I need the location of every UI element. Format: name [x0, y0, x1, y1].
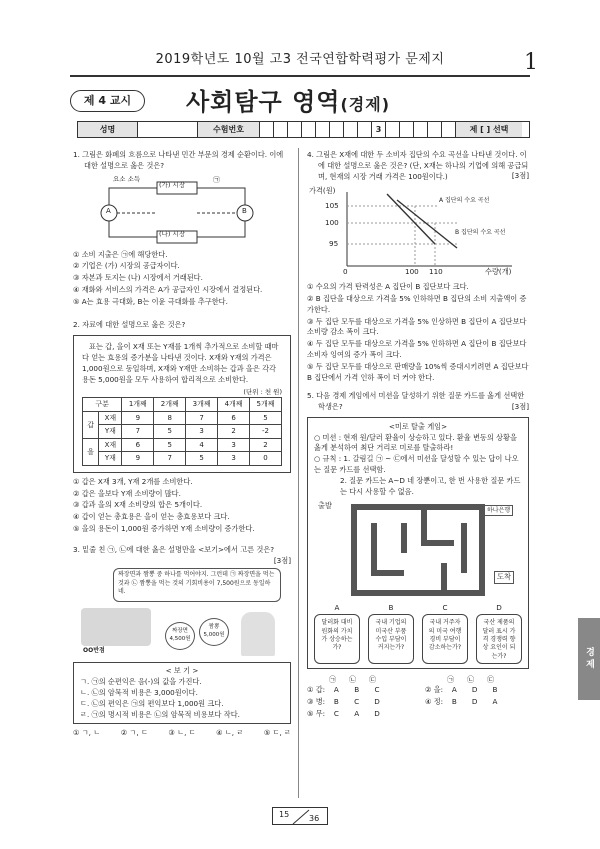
exam-no-box[interactable] [260, 122, 274, 137]
q4-option[interactable]: ③ 두 집단 모두를 대상으로 가격을 5% 인상하면 B 집단이 A 집단보다 소비량 감소 폭이 크다. [307, 316, 527, 337]
exam-no-box[interactable] [428, 122, 442, 137]
answer-val: A [333, 685, 339, 695]
table-row [83, 438, 282, 452]
q2-option[interactable]: ① 갑은 X재 3개, Y재 2개를 소비한다. [73, 476, 193, 486]
menu-jjamppong: 짬뽕 5,000원 [199, 618, 229, 646]
q3-illustration [73, 568, 291, 658]
answer-val: D [374, 709, 380, 719]
speech-bubble: 짜장면과 짬뽕 중 하나를 먹어야지. 그런데 ㉠ 짜장면을 먹는 것과 ㉡ 짬뽕을 먹는 것의 기회비용이 7,500원으로 동일하네. [113, 568, 281, 602]
q3-answers [73, 728, 291, 739]
card-label: A [334, 603, 340, 613]
exam-no-box[interactable] [302, 122, 316, 137]
question-card[interactable]: 국내 거주자의 미국 여행 경비 부담이 감소하는가? [422, 614, 468, 664]
q1-option[interactable]: ③ 자본과 토지는 (나) 시장에서 거래된다. [73, 273, 203, 283]
table-cell: 8 [154, 411, 186, 425]
q2-title: 2. 자료에 대한 설명으로 옳은 것은? [73, 319, 186, 329]
q5-answer[interactable] [307, 685, 386, 696]
question-cards [314, 603, 522, 664]
exam-no-digit: 3 [372, 122, 386, 137]
answer-val: A [492, 697, 498, 707]
table-cell: 2 [218, 425, 250, 439]
left-column [73, 150, 291, 739]
exam-no-box[interactable] [386, 122, 400, 137]
table-cell: 4 [186, 438, 218, 452]
table-cell: 9 [122, 452, 154, 466]
game-title: <미로 탈출 게임> [388, 421, 448, 431]
table-good: Y재 [99, 425, 122, 439]
page-counter [272, 807, 328, 825]
table-header: 1개째 [122, 398, 154, 412]
exam-no-box[interactable] [400, 122, 414, 137]
answer-label: ② 을: [425, 685, 444, 695]
column-divider [298, 148, 299, 798]
q5-game-box [307, 417, 529, 669]
table-person: 을 [83, 438, 99, 465]
q5-answer[interactable] [425, 685, 504, 696]
game-rule: ○ 규칙 : 1. 갈림길 ㉠ ~ ㉢에서 미션을 달성할 수 있는 답이 나오는 질문 카드를 선택함. [314, 454, 519, 474]
q3-answer[interactable]: ⑤ ㄷ, ㄹ [263, 728, 291, 738]
table-cell: 5 [250, 411, 282, 425]
question-card[interactable]: 국산 제품의 달러 표시 가격 경쟁력 향상 요인이 되는가? [476, 614, 522, 664]
q2-box [73, 335, 291, 472]
period-badge: 제 4 교시 [70, 90, 145, 112]
q3-answer[interactable]: ② ㄱ, ㄷ [120, 728, 148, 738]
q1-title: 1. 그림은 화폐의 흐름으로 나타낸 민간 부문의 경제 순환이다. 이에 대한 설명으로 옳은 것은? [73, 150, 284, 170]
table-cell: 3 [218, 452, 250, 466]
answer-val: A [451, 685, 457, 695]
table-row [83, 411, 282, 425]
curve-a [387, 194, 435, 244]
maze-bank-label: 하나은행 [484, 505, 513, 516]
bogi-title: < 보 기 > [165, 666, 199, 676]
maze-exit-label: 도착 [494, 571, 514, 584]
table-header: 3개째 [186, 398, 218, 412]
q3-title [73, 545, 291, 556]
ans-header: ㉡ [349, 675, 357, 685]
total-pages: 36 [309, 814, 320, 823]
table-cell: 5 [186, 452, 218, 466]
name-field[interactable] [138, 122, 198, 137]
q2-option[interactable]: ② 갑은 을보다 Y재 소비량이 많다. [73, 488, 181, 498]
subject-name: 사회탐구 영역 [186, 88, 341, 116]
selection-label: 제 [ ] 선택 [456, 122, 522, 137]
card-column [476, 603, 522, 664]
bogi-item: ㄱ. ㉠의 순편익은 음(-)의 값을 가진다. [80, 677, 202, 687]
subject-side-tab: 경제 [578, 618, 600, 700]
table-header: 5개째 [250, 398, 282, 412]
table-cell: 3 [186, 425, 218, 439]
exam-no-box[interactable] [442, 122, 456, 137]
maze-drawing [344, 503, 494, 597]
answer-label: ④ 정: [425, 697, 444, 707]
ans-header: ㉢ [487, 675, 495, 685]
table-cell: 9 [122, 411, 154, 425]
game-rule: 2. 질문 카드는 A~D 네 장뿐이고, 한 번 사용한 질문 카드는 다시 사용할 수 없음. [340, 475, 521, 496]
answer-val: B [333, 697, 339, 707]
q5-answer[interactable] [307, 709, 386, 720]
bogi-item: ㄴ. ㉡의 암묵적 비용은 3,000원이다. [80, 687, 198, 697]
exam-no-box[interactable] [316, 122, 330, 137]
answer-label: ① 갑: [307, 685, 326, 695]
flow-arrow [197, 188, 245, 205]
exam-no-box[interactable] [274, 122, 288, 137]
table-row [83, 452, 282, 466]
q4-option[interactable]: ④ 두 집단 모두를 대상으로 가격을 5% 인하하면 A 집단이 B 집단보다 소비자 잉여의 증가 폭이 크다. [307, 339, 527, 359]
maze-start-label: 출발 [318, 501, 332, 511]
q2-option[interactable]: ④ 갑이 얻는 총효용은 을이 얻는 총효용보다 크다. [73, 512, 230, 522]
node-b-label: B [242, 206, 247, 215]
maze [314, 501, 522, 601]
q1-option[interactable]: ① 소비 지출은 ㉠에 해당한다. [73, 249, 168, 259]
table-cell: 3 [218, 438, 250, 452]
card-label: C [442, 603, 448, 613]
game-mission: ○ 미션 : 현재 원/달러 환율이 상승하고 있다. 환율 변동의 상황을 옳게 분석하여 최단 거리로 미로를 탈출하라! [314, 432, 517, 453]
exam-no-box[interactable] [288, 122, 302, 137]
question-card[interactable]: 달러화 대비 원화의 가치가 상승하는가? [314, 614, 360, 664]
restaurant-sign: OO반점 [83, 647, 105, 655]
table-good: X재 [99, 411, 122, 425]
q4-option[interactable]: ① 수요의 가격 탄력성은 A 집단이 B 집단보다 크다. [307, 282, 469, 292]
q2-table [82, 397, 282, 466]
answer-val: D [374, 697, 380, 707]
exam-title: 2019학년도 10월 고3 전국연합학력평가 문제지 [155, 52, 445, 67]
q4-option[interactable]: ⑤ 두 집단 모두를 대상으로 판매량을 10%씩 증대시키려면 A 집단보다 B 집단에서 가격 인하 폭이 더 커야 한다. [307, 361, 529, 382]
card-label: B [388, 603, 394, 613]
q1-option[interactable]: ② 기업은 (가) 시장의 공급자이다. [73, 261, 180, 271]
q1-option[interactable]: ④ 재화와 서비스의 가격은 A가 공급자인 시장에서 결정된다. [73, 284, 263, 294]
table-good: Y재 [99, 452, 122, 466]
q4-points: [3점] [511, 171, 529, 181]
header-rule [70, 75, 530, 77]
q5-answers [307, 675, 529, 725]
menu-jjajang: 짜장면 4,500원 [165, 622, 195, 650]
answer-val: B [492, 685, 498, 695]
q3-answer[interactable]: ③ ㄴ, ㄷ [168, 728, 196, 738]
ans-header: ㉡ [467, 675, 475, 685]
subject-paren: (경제) [340, 95, 391, 114]
subject-title [186, 84, 390, 120]
q5-title: 5. 다음 경제 게임에서 미션을 달성하기 위한 질문 카드를 옳게 선택한 학생은? [307, 391, 525, 412]
current-page: 15 [279, 810, 290, 819]
table-row [83, 425, 282, 439]
answer-val: C [374, 685, 380, 695]
exam-no-box[interactable] [414, 122, 428, 137]
q2-options [73, 477, 291, 535]
market-na-label: (나) 시장 [159, 229, 185, 238]
table-header: 4개째 [218, 398, 250, 412]
curve-b [397, 200, 457, 248]
exam-no-box[interactable] [358, 122, 372, 137]
y-tick: 95 [329, 239, 339, 249]
ans-header: ㉠ [329, 675, 337, 685]
table-cell: 5 [154, 438, 186, 452]
exam-no-box[interactable] [344, 122, 358, 137]
answer-val: C [354, 697, 360, 707]
table-cell: 7 [186, 411, 218, 425]
curve-a-label: A 집단의 수요 곡선 [439, 197, 490, 205]
q3-answer[interactable]: ① ㄱ, ㄴ [73, 728, 101, 738]
q2-unit: (단위 : 천 원) [243, 387, 282, 396]
table-cell: 6 [122, 438, 154, 452]
ans-header: ㉠ [447, 675, 455, 685]
q3-title-text: 3. 밑줄 친 ㉠, ㉡에 대한 옳은 설명만을 <보기>에서 고른 것은? [73, 544, 275, 554]
table-cell: -2 [250, 425, 282, 439]
exam-no-label: 수험번호 [198, 122, 260, 137]
restaurant-illustration [81, 608, 151, 646]
q4-options [307, 282, 529, 383]
market-ga-label: (가) 시장 [159, 180, 185, 189]
name-label: 성명 [78, 122, 138, 137]
answer-val: D [471, 685, 478, 695]
table-cell: 6 [218, 411, 250, 425]
answer-val: B [354, 685, 360, 695]
question-card[interactable]: 국내 기업의 미국산 부품 수입 부담이 커지는가? [368, 614, 414, 664]
y-tick: 100 [325, 218, 339, 228]
q2-option[interactable]: ⑤ 을의 용돈이 1,000원 증가하면 Y재 소비량이 증가한다. [73, 524, 255, 533]
q5-answer[interactable] [425, 697, 504, 708]
bogi-item: ㄹ. ㉠의 명시적 비용은 ㉡의 암묵적 비용보다 작다. [80, 709, 240, 719]
q1-option[interactable]: ⑤ A는 효용 극대화, B는 이윤 극대화를 추구한다. [73, 296, 228, 306]
table-corner: 구분 [83, 398, 122, 412]
card-label: D [496, 603, 502, 613]
table-good: X재 [99, 438, 122, 452]
table-cell: 2 [250, 438, 282, 452]
q3-points: [3점] [273, 555, 291, 565]
factor-income-label: 요소 소득 [113, 174, 141, 183]
chart-xlabel: 수량(개) [485, 267, 512, 277]
table-person: 갑 [83, 411, 99, 438]
table-cell: 7 [122, 425, 154, 439]
q1-diagram [73, 175, 291, 247]
card-column [368, 603, 414, 664]
card-column [314, 603, 360, 664]
maze-inner-walls [374, 507, 464, 593]
answer-val: A [354, 709, 360, 719]
x-tick: 100 [405, 267, 419, 277]
flow-arrow [109, 221, 157, 237]
table-header: 2개째 [154, 398, 186, 412]
table-cell: 0 [250, 452, 282, 466]
exam-no-box[interactable] [330, 122, 344, 137]
q3-answer[interactable]: ④ ㄴ, ㄹ [216, 728, 244, 738]
answer-label: ③ 병: [307, 697, 326, 707]
mark-label: ㉠ [213, 175, 220, 184]
x-tick: 0 [343, 267, 348, 277]
answer-val: B [451, 697, 457, 707]
card-column [422, 603, 468, 664]
x-tick: 110 [429, 267, 443, 277]
q1-options [73, 250, 291, 308]
q5-answer[interactable] [307, 697, 386, 708]
answer-label: ⑤ 무: [307, 709, 326, 719]
chart-ylabel: 가격(원) [309, 186, 336, 196]
answer-val: C [333, 709, 339, 719]
node-a-label: A [106, 206, 111, 215]
ans-header: ㉢ [369, 675, 377, 685]
y-tick: 105 [325, 201, 339, 211]
person-illustration [241, 612, 275, 656]
q3-bogi [73, 662, 291, 724]
student-id-row [77, 121, 530, 138]
table-cell: 7 [154, 452, 186, 466]
flow-arrow [109, 188, 157, 205]
q2-option[interactable]: ③ 갑과 을의 X재 소비량의 합은 5개이다. [73, 500, 203, 510]
q5-points: [3점] [511, 401, 529, 411]
flow-arrow [197, 221, 245, 237]
curve-b-label: B 집단의 수요 곡선 [455, 229, 506, 237]
q4-title: 4. 그림은 X재에 대한 두 소비자 집단의 수요 곡선을 나타낸 것이다. 이에 대한 설명으로 옳은 것은? (단, X재는 하나의 기업에 의해 공급되며, 현재의 시장 거래 가격은 100원이다.) [307, 150, 529, 181]
bogi-item: ㄷ. ㉡의 편익은 ㉠의 편익보다 1,000원 크다. [80, 698, 224, 708]
answer-val: D [471, 697, 478, 707]
table-cell: 5 [154, 425, 186, 439]
q2-box-text: 표는 갑, 을이 X재 또는 Y재를 1개씩 추가적으로 소비할 때마다 얻는 효용의 증가분을 나타낸 것이다. X재와 Y재의 가격은 1,000원으로 동일하며, X재와 Y재만 소비하는 갑과 을은 각각 용돈 5,000원을 모두 사용하여 합리적으로 소비한다. [82, 342, 279, 384]
q4-chart [307, 186, 529, 278]
right-column [307, 150, 529, 725]
q4-option[interactable]: ② B 집단을 대상으로 가격을 5% 인하하면 B 집단의 소비 지출액이 증가한다. [307, 293, 527, 314]
page-number: 1 [524, 50, 538, 75]
